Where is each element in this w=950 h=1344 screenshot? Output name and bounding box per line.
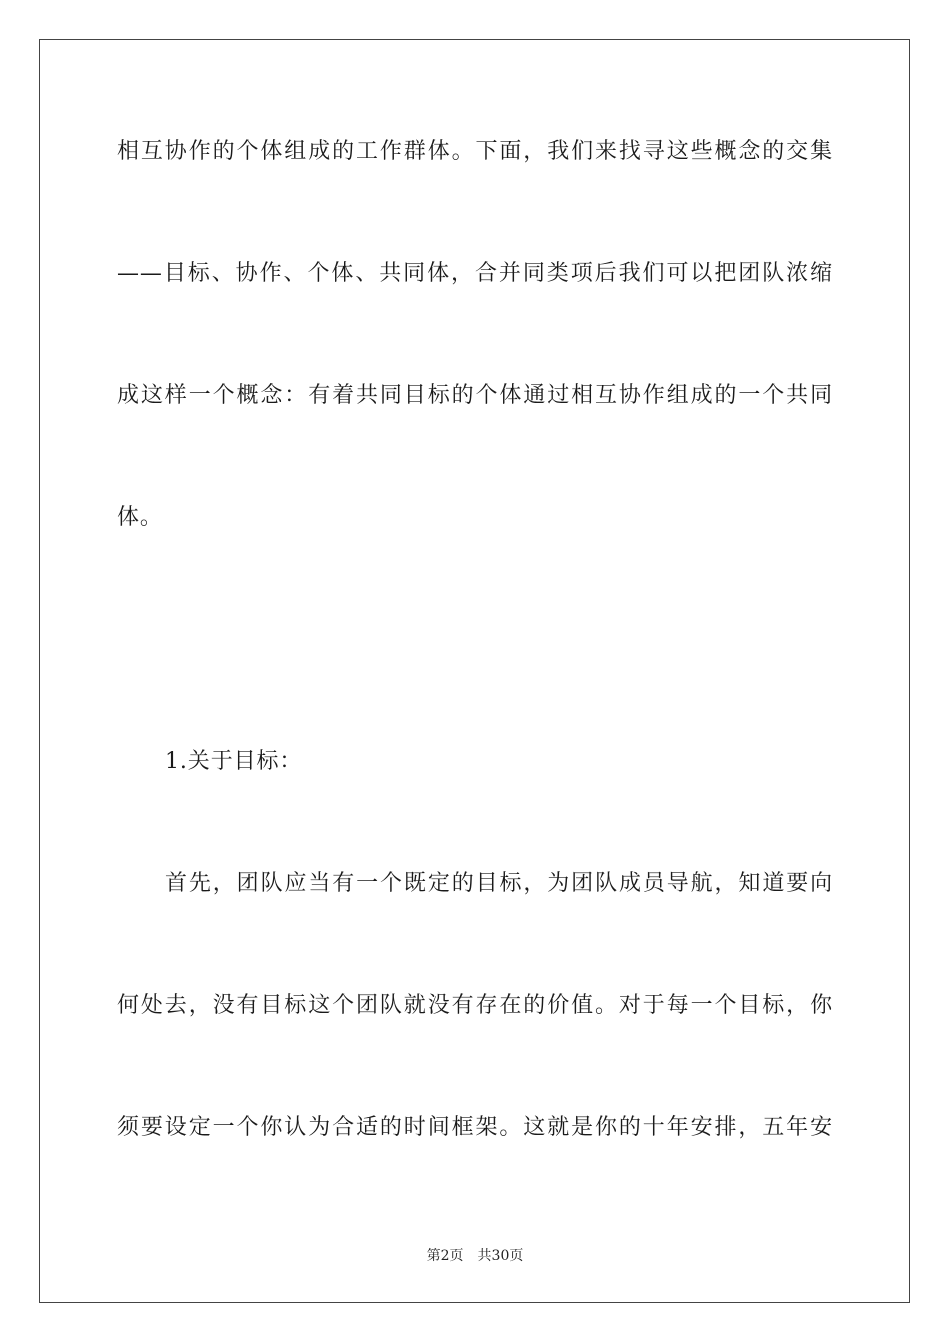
section-heading: 1.关于目标： [165,749,303,774]
page-footer [0,1246,950,1266]
paragraph-line-2: ——目标、协作、个体、共同体，合并同类项后我们可以把团队浓缩 [117,261,833,286]
page-number: 第2页 [426,1248,464,1264]
paragraph-line-1: 相互协作的个体组成的工作群体。下面，我们来找寻这些概念的交集 [117,139,833,164]
paragraph-line-5: 首先，团队应当有一个既定的目标，为团队成员导航，知道要向 [165,871,833,896]
paragraph-line-6: 何处去，没有目标这个团队就没有存在的价值。对于每一个目标，你 [117,993,833,1018]
page-total: 共30页 [477,1248,524,1264]
paragraph-line-4: 体。 [117,505,163,530]
paragraph-line-3: 成这样一个概念：有着共同目标的个体通过相互协作组成的一个共同 [117,383,833,408]
paragraph-line-7: 须要设定一个你认为合适的时间框架。这就是你的十年安排，五年安 [117,1115,833,1140]
